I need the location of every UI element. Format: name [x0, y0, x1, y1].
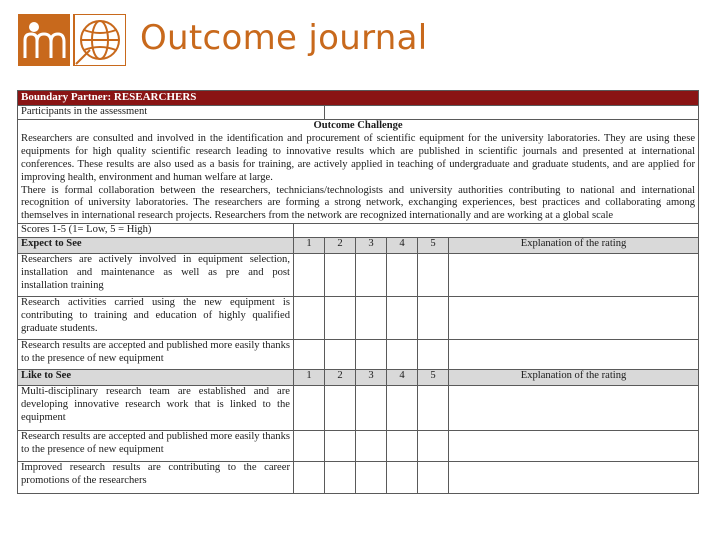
- table-row: [18, 340, 699, 370]
- like-item: Improved research results are contributing to the career promotions of the researchers: [18, 462, 294, 494]
- expect-to-see-label: Expect to See: [18, 238, 294, 254]
- rating-cell[interactable]: [325, 297, 356, 340]
- expect-header-row: [18, 238, 699, 254]
- explanation-header: Explanation of the rating: [449, 238, 699, 254]
- boundary-partner-header: Boundary Partner: RESEARCHERS: [18, 91, 699, 106]
- rating-cell[interactable]: [325, 254, 356, 297]
- rating-cell[interactable]: [356, 297, 387, 340]
- rating-cell[interactable]: [418, 297, 449, 340]
- scale-5: 5: [418, 238, 449, 254]
- like-to-see-label: Like to See: [18, 370, 294, 386]
- rating-cell[interactable]: [294, 431, 325, 462]
- outcome-journal-table: [17, 90, 699, 494]
- like-item: Research results are accepted and published more easily thanks to the presence of new equipment: [18, 431, 294, 462]
- rating-cell[interactable]: [294, 462, 325, 494]
- expect-item: Researchers are actively involved in equipment selection, installation and maintenance as well as pre and post installation training: [18, 254, 294, 297]
- scale-4: 4: [387, 238, 418, 254]
- rating-cell[interactable]: [356, 254, 387, 297]
- page-title: Outcome journal: [140, 18, 428, 58]
- table-row: [18, 386, 699, 431]
- participants-label: Participants in the assessment: [18, 106, 325, 120]
- scale-2: 2: [325, 370, 356, 386]
- rating-cell[interactable]: [418, 386, 449, 431]
- like-header-row: [18, 370, 699, 386]
- scores-value[interactable]: [294, 224, 699, 238]
- explanation-cell[interactable]: [449, 462, 699, 494]
- rating-cell[interactable]: [387, 386, 418, 431]
- rating-cell[interactable]: [418, 462, 449, 494]
- rating-cell[interactable]: [325, 386, 356, 431]
- explanation-cell[interactable]: [449, 254, 699, 297]
- rating-cell[interactable]: [418, 431, 449, 462]
- outcome-challenge-title: Outcome Challenge: [313, 119, 403, 131]
- university-logo: [18, 14, 126, 66]
- rating-cell[interactable]: [387, 431, 418, 462]
- slide-header: [0, 0, 720, 80]
- rating-cell[interactable]: [294, 254, 325, 297]
- explanation-cell[interactable]: [449, 297, 699, 340]
- scale-1: 1: [294, 370, 325, 386]
- explanation-cell[interactable]: [449, 340, 699, 370]
- table-row: [18, 254, 699, 297]
- rating-cell[interactable]: [356, 340, 387, 370]
- table-row: [18, 431, 699, 462]
- rating-cell[interactable]: [356, 431, 387, 462]
- explanation-cell[interactable]: [449, 386, 699, 431]
- rating-cell[interactable]: [387, 254, 418, 297]
- rating-cell[interactable]: [418, 254, 449, 297]
- rating-cell[interactable]: [325, 340, 356, 370]
- rating-cell[interactable]: [387, 297, 418, 340]
- rating-cell[interactable]: [356, 462, 387, 494]
- scale-3: 3: [356, 238, 387, 254]
- scale-1: 1: [294, 238, 325, 254]
- scores-label: Scores 1-5 (1= Low, 5 = High): [18, 224, 294, 238]
- rating-cell[interactable]: [387, 462, 418, 494]
- scale-4: 4: [387, 370, 418, 386]
- rating-cell[interactable]: [387, 340, 418, 370]
- outcome-challenge-paragraph-1: Researchers are consulted and involved in the identification and procurement of scientific equipment for the university laboratories. They are using these equipments for high quality scientific research leading to innovative results which are published in scientific journals and presented at international conferences. These results are also used as a basis for training, are actively applied in teaching of undergraduate and graduate students, and are applied for improving health, environment and human welfare at large.: [21, 132, 696, 183]
- expect-item: Research activities carried using the new equipment is contributing to training and education of highly qualified graduate students.: [18, 297, 294, 340]
- participants-value[interactable]: [325, 106, 699, 120]
- expect-item: Research results are accepted and published more easily thanks to the presence of new equipment: [18, 340, 294, 370]
- outcome-challenge-cell: [18, 119, 699, 223]
- scale-3: 3: [356, 370, 387, 386]
- explanation-cell[interactable]: [449, 431, 699, 462]
- like-item: Multi-disciplinary research team are established and are developing innovative research work that is linked to the equipment: [18, 386, 294, 431]
- rating-cell[interactable]: [294, 386, 325, 431]
- outcome-challenge-paragraph-2: There is formal collaboration between the researchers, technicians/technologists and university authorities contributing to national and international recognition of university laboratories. The researchers are forming a strong network, exchanging experiences, best practices and collaborating among themselves in international research projects. Researchers from the network are recognized internationally and are working at a global scale: [21, 184, 696, 222]
- rating-cell[interactable]: [325, 431, 356, 462]
- rating-cell[interactable]: [294, 297, 325, 340]
- rating-cell[interactable]: [356, 386, 387, 431]
- table-row: [18, 462, 699, 494]
- scale-5: 5: [418, 370, 449, 386]
- table-row: [18, 297, 699, 340]
- rating-cell[interactable]: [418, 340, 449, 370]
- explanation-header: Explanation of the rating: [449, 370, 699, 386]
- scale-2: 2: [325, 238, 356, 254]
- rating-cell[interactable]: [294, 340, 325, 370]
- rating-cell[interactable]: [325, 462, 356, 494]
